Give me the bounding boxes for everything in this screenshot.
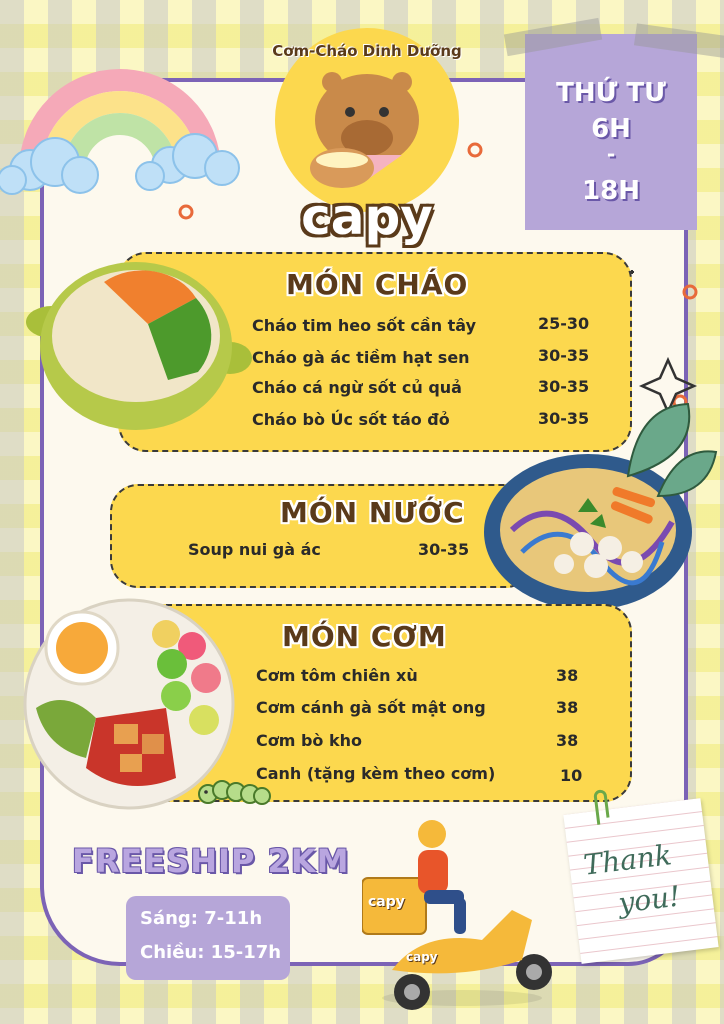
- menu-item-price: 30-35: [538, 346, 590, 365]
- caterpillar-icon: [196, 768, 272, 808]
- brand-name: capy: [301, 188, 433, 246]
- menu-item-price: 38: [556, 698, 579, 717]
- brand-tagline: Cơm-Cháo Dinh Dưỡng: [272, 42, 462, 60]
- menu-item-name: Cơm tôm chiên xù: [256, 666, 418, 685]
- section-chao-title: MÓN CHÁO: [286, 268, 469, 301]
- menu-item-price: 10: [560, 766, 583, 785]
- menu-item-price: 30-35: [538, 409, 590, 428]
- menu-item-name: Cháo cá ngừ sốt củ quả: [252, 378, 462, 397]
- menu-item-price: 38: [556, 666, 579, 685]
- schedule-open: 6H: [591, 114, 631, 144]
- menu-item-price: 38: [556, 731, 579, 750]
- hours-morning: Sáng: 7-11h: [140, 908, 263, 929]
- menu-item-name: Cháo tim heo sốt cần tây: [252, 316, 477, 335]
- schedule-day: THỨ TƯ: [556, 78, 666, 108]
- menu-item-price: 30-35: [538, 377, 590, 396]
- scooter-icon: [362, 820, 562, 1010]
- section-nuoc-title: MÓN NƯỚC: [280, 496, 465, 529]
- menu-item-name: Canh (tặng kèm theo cơm): [256, 764, 496, 783]
- paperclip-icon: [588, 787, 615, 829]
- thank-you-note: [563, 798, 718, 964]
- schedule-dash: -: [606, 142, 616, 166]
- hours-afternoon: Chiều: 15-17h: [140, 942, 282, 963]
- delivery-hours-box: [126, 896, 290, 980]
- menu-item-name: Cơm bò kho: [256, 731, 363, 750]
- menu-item-name: Soup nui gà ác: [188, 540, 321, 559]
- menu-item-name: Cơm cánh gà sốt mật ong: [256, 698, 486, 717]
- delivery-scooter-illustration: [362, 820, 562, 1010]
- leaf-decoration-icon: [618, 396, 718, 508]
- menu-item-price: 25-30: [538, 314, 590, 333]
- menu-item-price: 30-35: [418, 540, 470, 559]
- menu-item-name: Cháo gà ác tiềm hạt sen: [252, 348, 470, 367]
- thank-you-line1: Thank: [581, 838, 674, 882]
- section-com-title: MÓN CƠM: [282, 620, 447, 653]
- freeship-label: FREESHIP 2KM: [72, 842, 350, 880]
- scooter-label: capy: [406, 950, 438, 964]
- porridge-bowl-image: [20, 262, 252, 440]
- schedule-close: 18H: [582, 176, 640, 206]
- menu-item-name: Cháo bò Úc sốt táo đỏ: [252, 410, 450, 429]
- delivery-box-label: capy: [368, 894, 405, 910]
- thank-you-line2: you!: [616, 879, 683, 920]
